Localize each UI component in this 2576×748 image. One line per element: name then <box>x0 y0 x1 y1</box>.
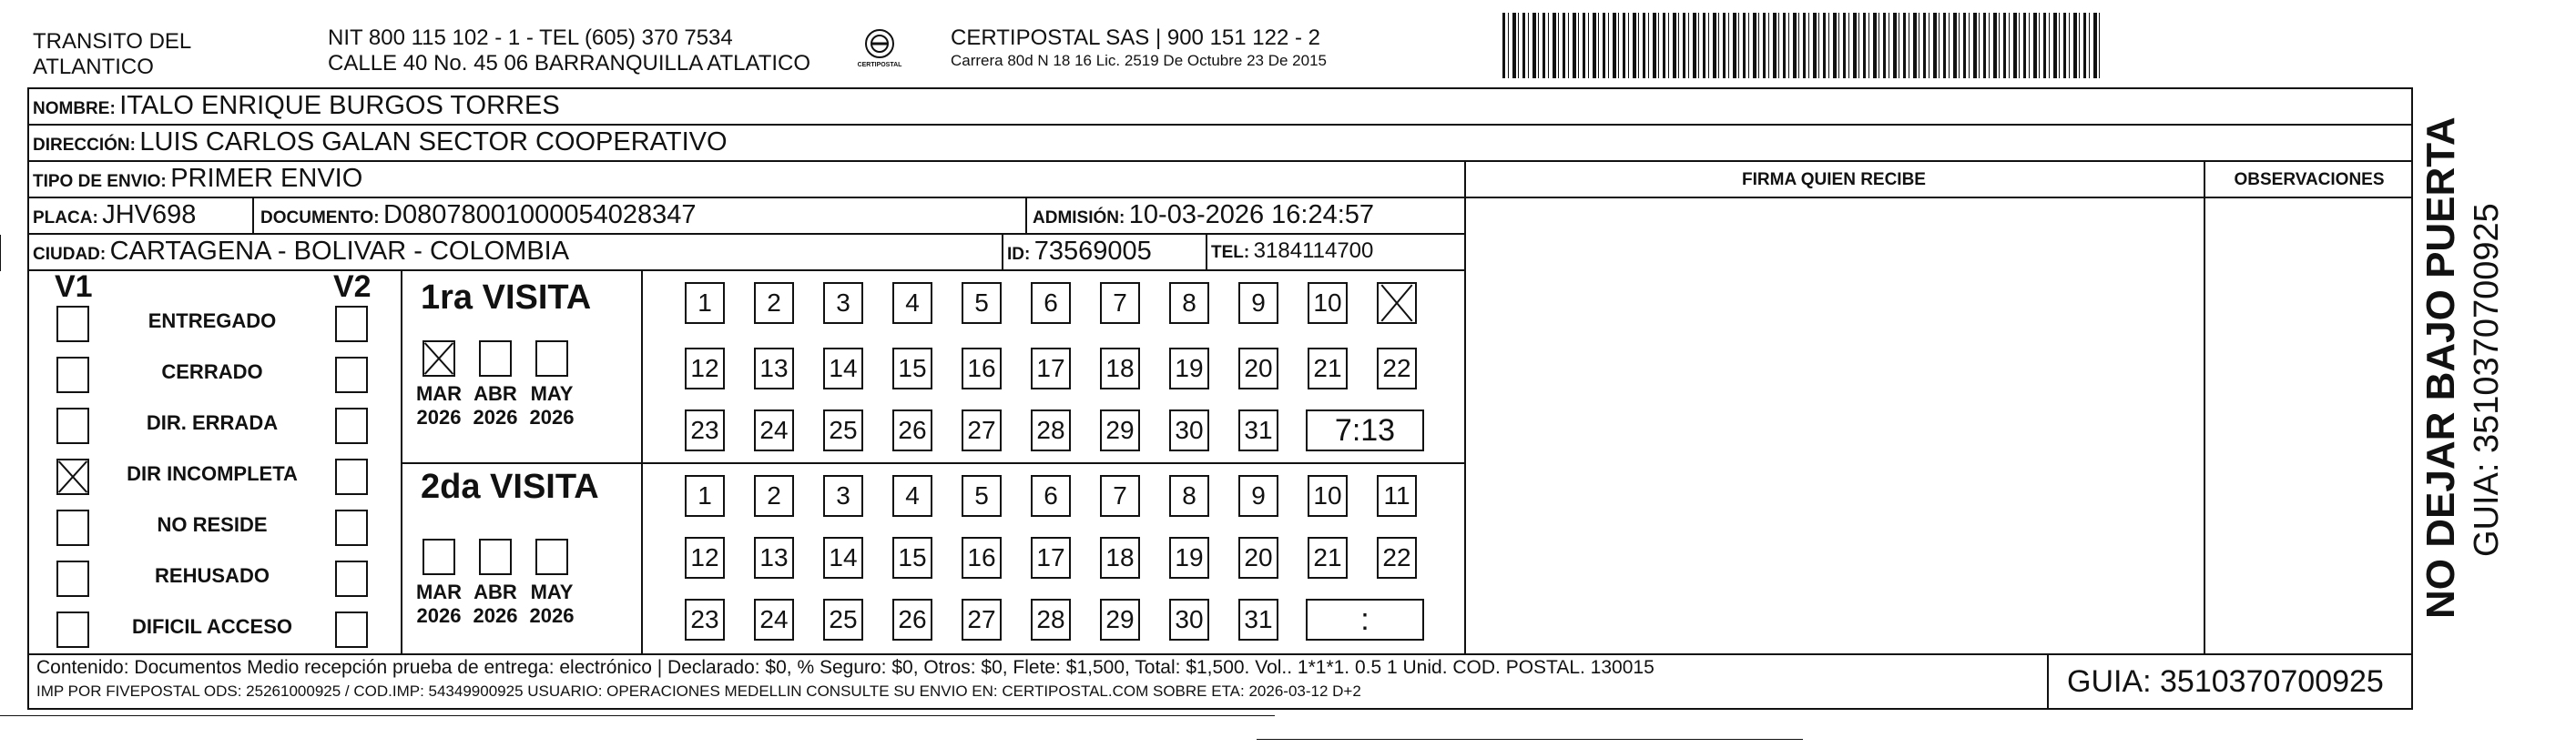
month-name: MAR <box>415 581 463 603</box>
id-value: 73569005 <box>1033 237 1152 266</box>
month-label <box>468 581 523 628</box>
day-box[interactable]: 25 <box>823 409 863 451</box>
carrier-info <box>951 25 1327 71</box>
day-box[interactable]: 6 <box>1031 475 1071 517</box>
month-checkbox[interactable] <box>423 340 455 377</box>
day-box[interactable]: 28 <box>1031 409 1071 451</box>
status-option-label: DIR INCOMPLETA <box>127 462 298 485</box>
second-visit-title: 2da VISITA <box>421 468 599 506</box>
ciudad-field <box>33 235 569 272</box>
month-name: ABR <box>473 382 517 405</box>
tipo-envio-label: TIPO DE ENVIO: <box>33 172 167 191</box>
month-year: 2026 <box>473 604 518 627</box>
day-box[interactable]: 8 <box>1169 475 1209 517</box>
placa-field <box>33 198 196 236</box>
day-box[interactable]: 14 <box>823 537 863 579</box>
day-box[interactable]: 30 <box>1169 409 1209 451</box>
ciudad-value: CARTAGENA - BOLIVAR - COLOMBIA <box>109 237 570 266</box>
tel-field <box>1211 235 1373 270</box>
day-box[interactable]: 18 <box>1100 348 1140 389</box>
day-box[interactable]: 3 <box>823 475 863 517</box>
barcode-icon <box>1502 13 2103 78</box>
month-checkbox[interactable] <box>423 539 455 575</box>
observaciones-label: OBSERVACIONES <box>2234 170 2385 189</box>
admision-field <box>1033 198 1374 236</box>
nombre-value: ITALO ENRIQUE BURGOS TORRES <box>119 91 560 120</box>
footer-print-info: IMP POR FIVEPOSTAL ODS: 25261000925 / COD.IMP: 54349900925 USUARIO: OPERACIONES MEDELLIN CONSULTE SU ENVIO EN: CERTIPOSTAL.COM SOBRE ETA: 2026-03-12 D+2 <box>36 682 1361 700</box>
day-box[interactable]: 1 <box>685 475 725 517</box>
sender-info <box>328 25 810 76</box>
day-box[interactable]: 29 <box>1100 409 1140 451</box>
month-label <box>412 581 466 628</box>
day-box[interactable]: 8 <box>1169 282 1209 324</box>
day-box[interactable]: 19 <box>1169 537 1209 579</box>
day-box[interactable]: 26 <box>892 599 932 641</box>
nombre-row <box>33 89 560 126</box>
direccion-label: DIRECCIÓN: <box>33 136 136 155</box>
footer-content: Contenido: Documentos Medio recepción prueba de entrega: electrónico | Declarado: $0, % Seguro: $0, Otros: $0, Flete: $1,500, Total: $1,500. Vol.. 1*1*1. 0.5 1 Unid. COD. POSTAL. 130015 <box>36 657 1655 678</box>
carrier-name: CERTIPOSTAL SAS | 900 151 122 - 2 <box>951 25 1320 50</box>
v2-checkbox[interactable] <box>335 459 368 495</box>
day-box-checked[interactable] <box>1377 282 1417 324</box>
month-year: 2026 <box>473 406 518 429</box>
day-box[interactable]: 9 <box>1238 475 1278 517</box>
status-option-label: ENTREGADO <box>148 309 277 332</box>
firma-header <box>1464 164 2204 197</box>
v2-checkbox[interactable] <box>335 510 368 546</box>
day-box[interactable]: 23 <box>685 599 725 641</box>
day-box[interactable]: 17 <box>1031 348 1071 389</box>
sender-name <box>33 29 191 80</box>
day-box[interactable]: 20 <box>1238 348 1278 389</box>
v2-checkbox[interactable] <box>335 357 368 393</box>
nombre-label: NOMBRE: <box>33 99 116 118</box>
month-year: 2026 <box>416 604 462 627</box>
day-box[interactable]: 21 <box>1308 348 1348 389</box>
tel-value: 3184114700 <box>1253 238 1374 263</box>
v2-label: V2 <box>333 269 372 304</box>
day-box[interactable]: 18 <box>1100 537 1140 579</box>
ciudad-label: CIUDAD: <box>33 245 107 264</box>
day-box[interactable]: 10 <box>1308 282 1348 324</box>
v1-checkbox[interactable] <box>56 459 89 495</box>
day-box[interactable]: 16 <box>962 348 1002 389</box>
day-box[interactable]: 2 <box>754 475 794 517</box>
month-name: MAR <box>415 382 463 405</box>
id-label: ID: <box>1007 245 1031 264</box>
month-year: 2026 <box>529 406 575 429</box>
month-checkbox[interactable] <box>479 539 512 575</box>
day-box[interactable]: 12 <box>685 348 725 389</box>
day-box[interactable]: 7 <box>1100 282 1140 324</box>
status-option-label: NO RESIDE <box>157 513 268 536</box>
day-box[interactable]: 15 <box>892 537 932 579</box>
month-label <box>524 581 579 628</box>
v1-checkbox[interactable] <box>56 612 89 648</box>
certipostal-logo <box>854 27 905 75</box>
v1-checkbox[interactable] <box>56 357 89 393</box>
day-box[interactable]: 28 <box>1031 599 1071 641</box>
side-guia: GUIA: 3510370700925 <box>2468 203 2506 557</box>
v1-checkbox[interactable] <box>56 306 89 342</box>
day-box[interactable]: 19 <box>1169 348 1209 389</box>
day-box[interactable]: 25 <box>823 599 863 641</box>
sender-nit: NIT 800 115 102 - 1 - TEL (605) 370 7534 <box>328 25 733 50</box>
day-box[interactable]: 20 <box>1238 537 1278 579</box>
status-option-label: REHUSADO <box>155 564 270 587</box>
day-box[interactable]: 10 <box>1308 475 1348 517</box>
admision-label: ADMISIÓN: <box>1033 208 1125 227</box>
day-box[interactable]: 9 <box>1238 282 1278 324</box>
month-checkbox[interactable] <box>479 340 512 377</box>
day-box[interactable]: 15 <box>892 348 932 389</box>
sender-name-line2: ATLANTICO <box>33 55 154 79</box>
day-box[interactable]: 2 <box>754 282 794 324</box>
month-checkbox[interactable] <box>535 340 568 377</box>
day-box[interactable]: 24 <box>754 409 794 451</box>
observaciones-header <box>2205 164 2413 197</box>
footer-guia: GUIA: 3510370700925 <box>2067 664 2384 699</box>
v2-checkbox[interactable] <box>335 612 368 648</box>
day-box[interactable]: 13 <box>754 537 794 579</box>
placa-label: PLACA: <box>33 208 98 227</box>
day-box[interactable]: 5 <box>962 282 1002 324</box>
day-box[interactable]: 6 <box>1031 282 1071 324</box>
certipostal-logo-text: CERTIPOSTAL <box>857 62 902 68</box>
day-box[interactable]: 21 <box>1308 537 1348 579</box>
day-box[interactable]: 22 <box>1377 537 1417 579</box>
side-notice: NO DEJAR BAJO PUERTA <box>2418 116 2463 619</box>
day-box[interactable]: 3 <box>823 282 863 324</box>
month-year: 2026 <box>416 406 462 429</box>
day-box[interactable]: 5 <box>962 475 1002 517</box>
day-box[interactable]: 17 <box>1031 537 1071 579</box>
month-year: 2026 <box>529 604 575 627</box>
v1-checkbox[interactable] <box>56 561 89 597</box>
documento-value: D08078001000054028347 <box>383 200 697 229</box>
month-checkbox[interactable] <box>535 539 568 575</box>
month-name: MAY <box>530 581 574 603</box>
month-name: ABR <box>473 581 517 603</box>
id-field <box>1007 235 1152 272</box>
v1-label: V1 <box>55 269 93 304</box>
admision-value: 10-03-2026 16:24:57 <box>1128 200 1375 229</box>
day-box[interactable]: 4 <box>892 475 932 517</box>
day-box[interactable]: 23 <box>685 409 725 451</box>
day-box[interactable]: 30 <box>1169 599 1209 641</box>
tipo-envio-row <box>33 162 362 199</box>
month-label <box>524 382 579 430</box>
tel-label: TEL: <box>1211 243 1250 262</box>
first-visit-time[interactable]: 7:13 <box>1306 409 1424 451</box>
carrier-address: Carrera 80d N 18 16 Lic. 2519 De Octubre 23 De 2015 <box>951 52 1327 69</box>
status-option-label: DIR. ERRADA <box>146 411 279 434</box>
day-box[interactable]: 22 <box>1377 348 1417 389</box>
sender-name-line1: TRANSITO DEL <box>33 29 192 54</box>
day-box[interactable]: 27 <box>962 409 1002 451</box>
status-option-label: CERRADO <box>161 360 263 383</box>
day-box[interactable]: 13 <box>754 348 794 389</box>
day-box[interactable]: 26 <box>892 409 932 451</box>
second-visit-time[interactable]: : <box>1306 599 1424 641</box>
documento-field <box>260 198 697 236</box>
day-box[interactable]: 31 <box>1238 599 1278 641</box>
placa-value: JHV698 <box>102 200 197 229</box>
day-box[interactable]: 12 <box>685 537 725 579</box>
day-box[interactable]: 16 <box>962 537 1002 579</box>
direccion-row <box>33 126 728 163</box>
direccion-value: LUIS CARLOS GALAN SECTOR COOPERATIVO <box>139 127 728 157</box>
firma-label: FIRMA QUIEN RECIBE <box>1742 170 1926 189</box>
v1-checkbox[interactable] <box>56 408 89 444</box>
day-box[interactable]: 31 <box>1238 409 1278 451</box>
status-option-label: DIFICIL ACCESO <box>131 615 292 638</box>
day-box[interactable]: 24 <box>754 599 794 641</box>
tipo-envio-value: PRIMER ENVIO <box>170 164 363 193</box>
documento-label: DOCUMENTO: <box>260 208 380 227</box>
month-label <box>468 382 523 430</box>
day-box[interactable]: 1 <box>685 282 725 324</box>
first-visit-title: 1ra VISITA <box>421 278 592 317</box>
month-label <box>412 382 466 430</box>
day-box[interactable]: 7 <box>1100 475 1140 517</box>
day-box[interactable]: 27 <box>962 599 1002 641</box>
v1-checkbox[interactable] <box>56 510 89 546</box>
day-box[interactable]: 29 <box>1100 599 1140 641</box>
sender-address: CALLE 40 No. 45 06 BARRANQUILLA ATLATICO <box>328 51 811 76</box>
month-name: MAY <box>530 382 574 405</box>
day-box[interactable]: 4 <box>892 282 932 324</box>
v2-checkbox[interactable] <box>335 408 368 444</box>
v2-checkbox[interactable] <box>335 306 368 342</box>
day-box[interactable]: 14 <box>823 348 863 389</box>
day-box[interactable]: 11 <box>1377 475 1417 517</box>
v2-checkbox[interactable] <box>335 561 368 597</box>
